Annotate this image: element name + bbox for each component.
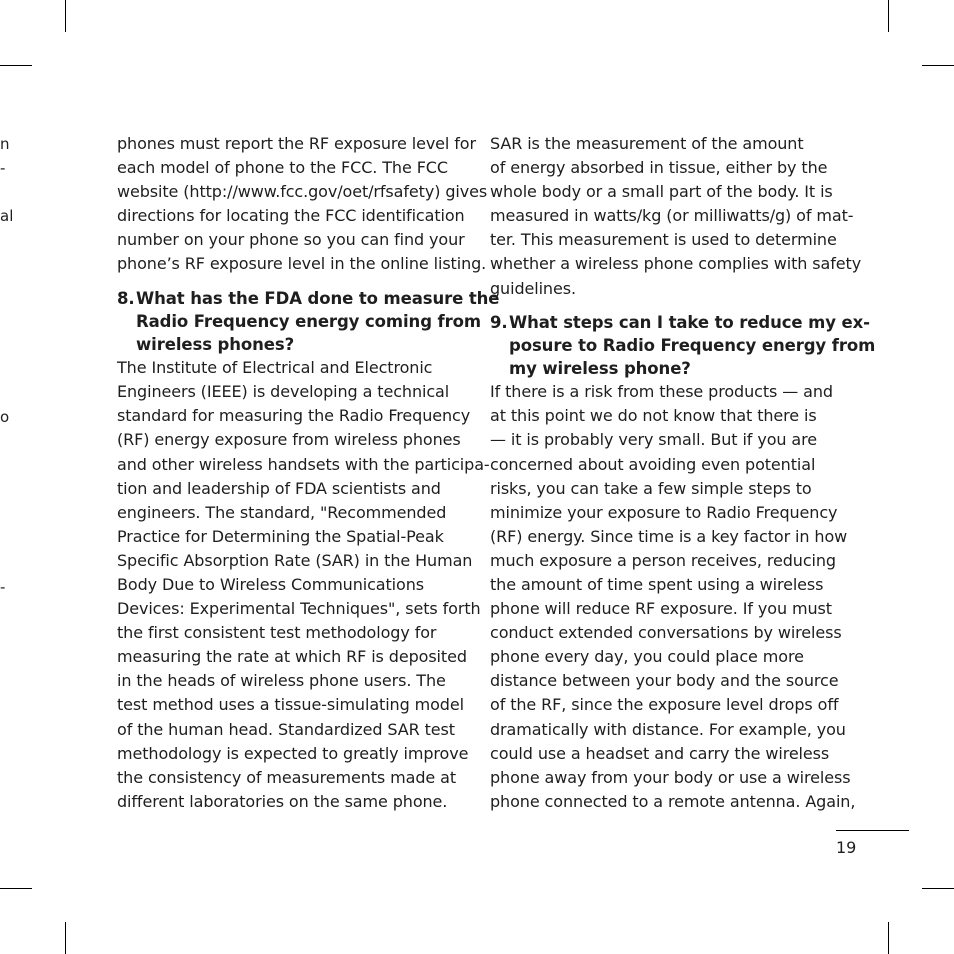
text-line: different laboratories on the same phone. xyxy=(117,791,448,811)
text-line: phone’s RF exposure level in the online listing. xyxy=(117,254,487,274)
text-line: phone away from your body or use a wireless xyxy=(490,767,851,787)
text-line: phones must report the RF exposure level for xyxy=(117,134,476,153)
heading-line: What has the FDA done to measure the xyxy=(136,288,500,308)
text-line: guidelines. xyxy=(490,278,576,298)
question-number: 8. xyxy=(117,288,135,308)
edge-fragment: - xyxy=(0,159,6,177)
text-line: at this point we do not know that there is xyxy=(490,406,817,426)
text-line: (RF) energy. Since time is a key factor in how xyxy=(490,526,848,546)
text-line: and other wireless handsets with the participa- xyxy=(117,454,490,474)
text-line: the amount of time spent using a wireless xyxy=(490,575,824,595)
crop-mark xyxy=(888,0,889,32)
text-line: whole body or a small part of the body. It is xyxy=(490,182,833,202)
crop-mark xyxy=(922,888,954,889)
crop-mark xyxy=(65,0,66,32)
text-line: phone every day, you could place more xyxy=(490,647,804,667)
text-line: Practice for Determining the Spatial-Peak xyxy=(117,526,444,546)
edge-fragment: o xyxy=(0,408,10,426)
text-line: in the heads of wireless phone users. The xyxy=(117,671,446,691)
crop-mark xyxy=(888,922,889,954)
text-line: engineers. The standard, "Recommended xyxy=(117,502,447,522)
text-line: website (http://www.fcc.gov/oet/rfsafety) gives xyxy=(117,182,488,202)
text-line: Body Due to Wireless Communications xyxy=(117,575,424,595)
crop-mark xyxy=(65,922,66,954)
sar-paragraph xyxy=(490,132,860,301)
text-line: — it is probably very small. But if you are xyxy=(490,430,817,450)
edge-fragment: n xyxy=(0,135,10,153)
right-column xyxy=(490,132,876,814)
text-line: (RF) energy exposure from wireless phones xyxy=(117,430,461,450)
edge-fragment: al xyxy=(0,207,14,225)
text-line: Specific Absorption Rate (SAR) in the Human xyxy=(117,550,473,570)
crop-mark xyxy=(922,65,954,66)
answer-8-paragraph xyxy=(117,356,490,814)
left-column xyxy=(117,132,500,814)
text-line: concerned about avoiding even potential xyxy=(490,454,816,474)
heading-line: posure to Radio Frequency energy from xyxy=(509,335,876,355)
text-line: methodology is expected to greatly improve xyxy=(117,743,469,763)
question-9-heading xyxy=(490,311,876,381)
text-line: risks, you can take a few simple steps to xyxy=(490,478,812,498)
text-line: distance between your body and the source xyxy=(490,671,839,691)
text-line: Devices: Experimental Techniques", sets forth xyxy=(117,599,481,619)
answer-9-paragraph xyxy=(490,380,860,814)
text-line: directions for locating the FCC identification xyxy=(117,206,465,226)
text-line: standard for measuring the Radio Frequency xyxy=(117,406,471,426)
crop-mark xyxy=(0,888,32,889)
text-line: of energy absorbed in tissue, either by the xyxy=(490,158,828,178)
text-line: phone will reduce RF exposure. If you must xyxy=(490,599,832,619)
heading-line: What steps can I take to reduce my ex- xyxy=(509,312,870,332)
text-line: of the RF, since the exposure level drops off xyxy=(490,695,839,715)
text-line: The Institute of Electrical and Electronic xyxy=(117,358,433,378)
text-line: could use a headset and carry the wireless xyxy=(490,743,830,763)
question-8-heading xyxy=(117,287,500,357)
text-line: much exposure a person receives, reducing xyxy=(490,550,836,570)
question-number: 9. xyxy=(490,312,508,332)
text-line: number on your phone so you can find your xyxy=(117,230,465,250)
text-line: of the human head. Standardized SAR test xyxy=(117,719,455,739)
text-line: SAR is the measurement of the amount xyxy=(490,134,804,153)
heading-line: wireless phones? xyxy=(136,334,295,354)
text-line: If there is a risk from these products — and xyxy=(490,382,833,402)
text-line: measured in watts/kg (or milliwatts/g) of mat- xyxy=(490,206,854,226)
heading-line: Radio Frequency energy coming from xyxy=(136,311,481,331)
page-number: 19 xyxy=(836,838,857,857)
page-number-rule xyxy=(836,830,909,831)
crop-mark xyxy=(0,65,32,66)
text-line: Engineers (IEEE) is developing a technical xyxy=(117,382,450,402)
text-line: the consistency of measurements made at xyxy=(117,767,457,787)
intro-paragraph xyxy=(117,132,488,277)
text-line: ter. This measurement is used to determine xyxy=(490,230,837,250)
text-line: minimize your exposure to Radio Frequency xyxy=(490,502,838,522)
text-line: dramatically with distance. For example, you xyxy=(490,719,846,739)
text-line: test method uses a tissue-simulating model xyxy=(117,695,464,715)
text-line: phone connected to a remote antenna. Again, xyxy=(490,791,856,811)
heading-line: my wireless phone? xyxy=(509,359,691,379)
text-line: the first consistent test methodology for xyxy=(117,623,437,643)
edge-fragment: - xyxy=(0,578,6,596)
text-line: conduct extended conversations by wireless xyxy=(490,623,842,643)
text-line: tion and leadership of FDA scientists and xyxy=(117,478,441,498)
text-line: whether a wireless phone complies with safety xyxy=(490,254,862,274)
text-line: each model of phone to the FCC. The FCC xyxy=(117,158,448,178)
text-line: measuring the rate at which RF is deposited xyxy=(117,647,467,667)
